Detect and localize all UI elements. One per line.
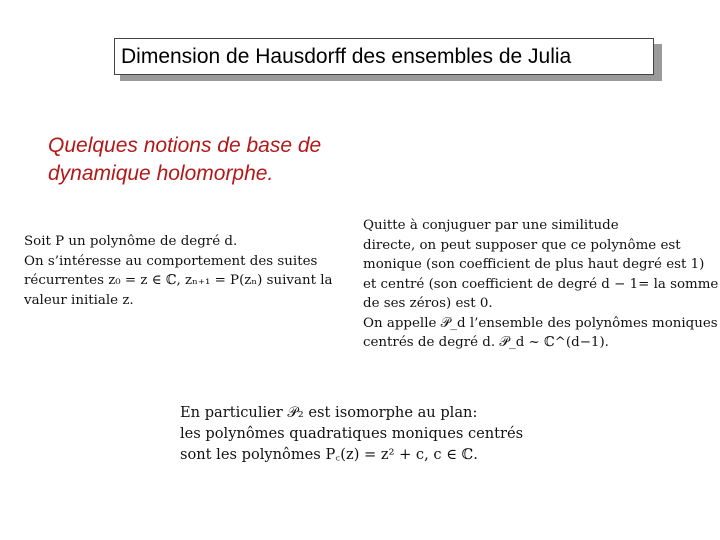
subtitle-line: dynamique holomorphe.: [48, 162, 274, 185]
text-line: On appelle 𝒫_d l’ensemble des polynômes moniques: [363, 315, 718, 331]
right-text-block: [363, 216, 718, 353]
text-line: centrés de degré d. 𝒫_d ~ ℂ^(d−1).: [363, 335, 609, 350]
text-line: directe, on peut supposer que ce polynôme est: [363, 237, 681, 253]
text-line: Soit P un polynôme de degré d.: [24, 234, 238, 249]
slide-title: Dimension de Hausdorff des ensembles de Julia: [121, 45, 572, 68]
title-box: [114, 38, 654, 75]
bottom-text-block: [180, 402, 523, 465]
left-text-block: [24, 232, 332, 310]
text-line: les polynômes quadratiques moniques centrés: [180, 425, 524, 442]
slide-subtitle: [48, 132, 321, 188]
text-line: de ses zéros) est 0.: [363, 296, 493, 311]
text-line: récurrentes z₀ = z ∈ ℂ, zₙ₊₁ = P(zₙ) suivant la: [24, 273, 333, 288]
text-line: monique (son coefficient de plus haut degré est 1): [363, 257, 705, 272]
text-line: et centré (son coefficient de degré d − 1= la somme: [363, 276, 719, 292]
text-line: On s’intéresse au comportement des suites: [24, 253, 318, 269]
text-line: valeur initiale z.: [24, 292, 134, 308]
subtitle-line: Quelques notions de base de: [48, 134, 322, 157]
text-line: En particulier 𝒫₂ est isomorphe au plan:: [180, 404, 478, 421]
text-line: sont les polynômes P꜀(z) = z² + c, c ∈ ℂ.: [180, 446, 478, 463]
text-line: Quitte à conjuguer par une similitude: [363, 218, 619, 233]
